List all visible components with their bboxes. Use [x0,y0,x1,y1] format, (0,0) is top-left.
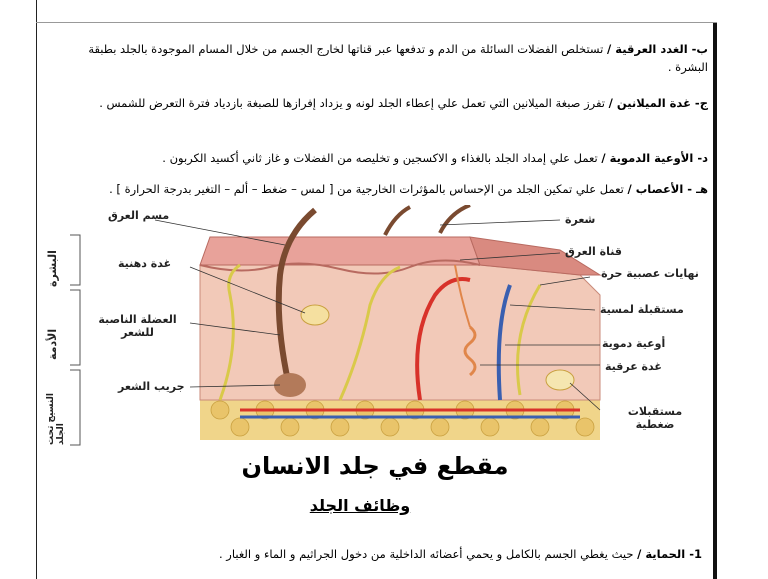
text-blood-vessels: تعمل علي إمداد الجلد بالغذاء و الاكسجين و تخليصه من الفضلات و غاز ثاني أكسيد الكربون . [162,151,602,165]
label-sweat-pore: مسم العرق [108,209,170,222]
text-melanin: تفرز صبغة الميلانين التي تعمل علي إعطاء الجلد لونه و يزداد إفرازها للصبغة بازدياد فترة التعرض للشمس . [99,96,609,110]
paragraph-blood-vessels [78,149,708,167]
paragraph-sweat-glands [78,40,708,76]
label-touch-receptor: مستقبلة لمسية [600,303,684,316]
label-free-nerve-endings: نهايات عصبية حرة [601,267,699,280]
label-hair: شعرة [565,213,596,226]
section-heading-text: وظائف الجلد [309,496,411,515]
side-label-dermis: الأدمة [46,328,59,360]
label-sweat-duct: قناة العرق [565,245,622,258]
diagram-caption: مقطع في جلد الانسان [241,452,509,480]
text-nerves: تعمل علي تمكين الجلد من الإحساس بالمؤثرات الخارجية من [ لمس – ضغط – ألم – التغير بدرجة الحرارة ] . [109,182,628,196]
label-sebaceous-gland: غدة دهنية [118,257,172,270]
label-arrector-pili: العضلة الناصبة للشعر [98,313,177,339]
label-sweat-gland: غدة عرقية [605,360,662,373]
label-hair-follicle: جريب الشعر [118,380,185,393]
heading-sweat-glands: ب- الغدد العرقية / [607,42,708,56]
label-blood-vessels: أوعية دموية [602,337,666,350]
text-sweat-glands: تستخلص الفضلات السائلة من الدم و تدفعها عبر قناتها لخارج الجسم من خلال المسام الموجودة بالجلد بطبقة البشرة . [88,42,708,74]
page-left-border [36,0,37,579]
page-top-border [36,22,717,23]
heading-nerves: هـ - الأعصاب / [627,182,708,196]
side-label-epidermis: البشرة [46,250,59,287]
heading-blood-vessels: د- الأوعية الدموية / [601,151,708,165]
heading-melanin: ج- غدة الميلانين / [608,96,708,110]
paragraph-nerves [68,180,708,198]
sebaceous-gland [301,305,329,325]
label-pressure-receptors: مستقبلات ضغطية [627,405,683,431]
text-protection: حيث يغطي الجسم بالكامل و يحمي أعضائه الداخلية من دخول الجراثيم و الماء و الغبار . [219,547,638,561]
side-label-subcutaneous: النسيج تحت الجلد [46,393,66,445]
section-heading [240,496,480,515]
heading-protection: 1- الحماية / [637,547,702,561]
pressure-receptor [546,370,574,390]
paragraph-melanin-glands [78,94,708,112]
skin-section-diagram [40,205,720,450]
paragraph-protection [82,545,702,563]
